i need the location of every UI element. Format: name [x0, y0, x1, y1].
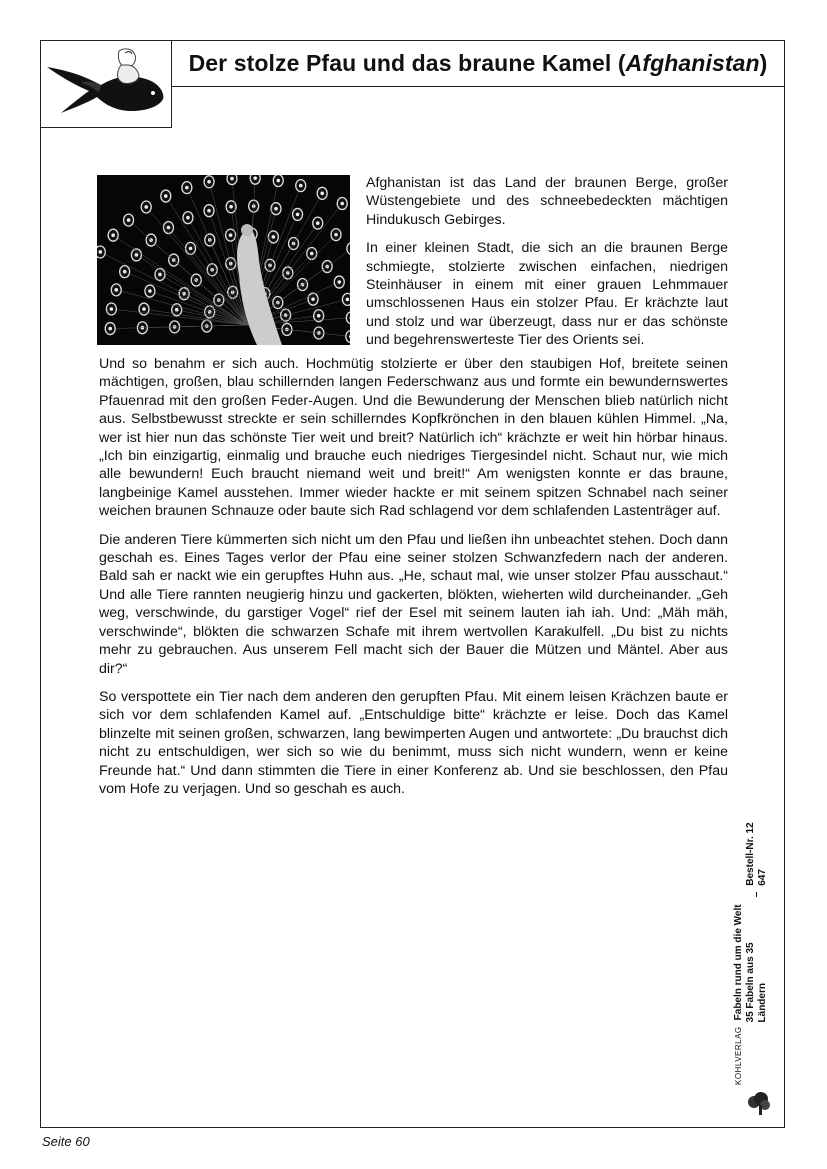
paragraph-1: Afghanistan ist das Land der braunen Berge, großer Wüstengebiete und des schneebedeckten mächtigen Hindukusch Gebirges.: [366, 175, 728, 228]
series-subtitle: 35 Fabeln aus 35 Ländern: [745, 942, 768, 1023]
peacock-photo: [97, 175, 350, 345]
logo-box: [40, 40, 172, 128]
page-title: [189, 50, 768, 77]
intro-text: [366, 174, 728, 360]
title-country: Afghanistan: [625, 50, 760, 76]
paragraph-5: So verspottete ein Tier nach dem anderen den gerupften Pfau. Mit einem leisen Krächzen baute er sich vor dem schlafenden Kamel auf. „Entschuldige bitte“ krächzte er leise. Doch das Kamel blinzelte mit seinen großen, schwarzen, lang bewimperten Augen und antwortete: „Du brauchst dich nicht zu entschuldigen, wer sich so wie du benimmt, muss sich nicht wundern, wenn er keine Freunde hat.“ Und dann stimmten die Tiere in einer Konferenz ab. Und sie beschlossen, den Pfau vom Hofe zu verjagen. Und so geschah es auch.: [99, 688, 728, 797]
title-end: ): [759, 50, 768, 76]
title-box: [171, 40, 785, 87]
publisher-name: KOHLVERLAG: [734, 1026, 743, 1085]
story-text: [99, 355, 728, 808]
swallow-with-girl-icon: [41, 41, 169, 125]
page-number: Seite 60: [42, 1134, 90, 1149]
series-title: Fabeln rund um die Welt: [733, 904, 744, 1021]
peacock-image: [97, 175, 350, 345]
paragraph-4: Die anderen Tiere kümmerten sich nicht um den Pfau und ließen ihn unbeachtet stehen. Doch dann geschah es. Eines Tages verlor der Pfau eine seiner stolzen Schwanzfedern nach der anderen. Bald sah er nackt wie ein gerupftes Huhn aus. „He, schaut mal, wie unser stolzer Pfau ausschaut.“ Und alle Tiere rannten neugierig hinzu und gackerten, blökten, wieherten wild durcheinander. „Geh weg, verschwinde, du garstiger Vogel“ rief der Esel mit seinem lauten iah iah. Und: „Mäh mäh, verschwinde“, blökten die schwarzen Schafe mit ihrem wertvollen Karakulfell. „Du bist zu nichts mehr zu gebrauchen. Aus unserem Fell macht sich der Bauer die Mützen und Mäntel. Aber aus dir?“: [99, 531, 728, 677]
paragraph-3: Und so benahm er sich auch. Hochmütig stolzierte er über den staubigen Hof, breitete seinen mächtigen, großen, blau schillernden langen Federschwanz aus und formte ein bewundernswertes Pfauenrad mit den großen Feder-Augen. Und die Bewunderung der Menschen blieb natürlich nicht aus. Selbstbewusst streckte er sein schillerndes Kopfkrönchen in den blauen kühlen Himmel. „Na, wer ist hier nun das schönste Tier weit und breit? Natürlich ich“ krächzte er weit hin hörbar hinaus. „Ich bin einzigartig, einmalig und brauche euch niedriges Tiergesindel nicht. Schaut nur, wie mich alle bewundern! Euch braucht niemand weit und breit!“ Am wenigsten konnte er das braune, langbeinige Kamel ausstehen. Immer wieder hackte er mit seinem spitzen Schnabel nach seiner weichen braunen Schnauze oder baute sich Rad schlagend vor dem schlafenden Lastenträger auf.: [99, 356, 728, 520]
separator: –: [751, 891, 762, 898]
publisher-tree-icon: [745, 1090, 775, 1116]
order-number: Bestell-Nr. 12 647: [745, 822, 768, 886]
title-main: Der stolze Pfau und das braune Kamel (: [188, 50, 626, 76]
paragraph-2: In einer kleinen Stadt, die sich an die braunen Berge schmiegte, stolzierte zwischen einfachen, niedrigen Steinhäuser in einem mit einer grauen Lehmmauer umschlossenen Haus ein stolzer Pfau. Er krächzte laut und stolz und war überzeugt, dass nur er das schönste und begehrenswerteste Tier des Orients sei.: [366, 240, 728, 349]
side-imprint: [733, 805, 777, 1085]
